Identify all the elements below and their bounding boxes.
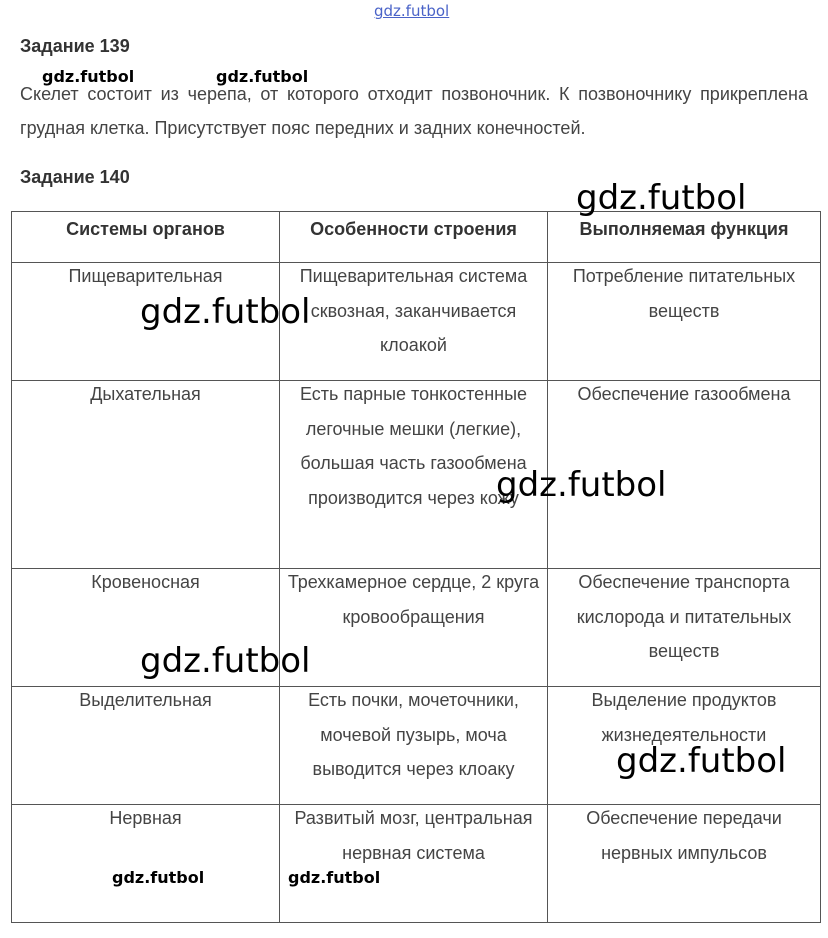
table-row xyxy=(12,569,821,687)
watermark-link-top[interactable]: gdz.futbol xyxy=(374,2,450,20)
task-139-text: Скелет состоит из черепа, от которого отходит позвоночник. К позвоночнику прикреплена грудная клетка. Присутствует пояс передних и задних конечностей. xyxy=(20,84,808,138)
header-function: Выполняемая функция xyxy=(548,212,821,263)
cell-system: Дыхательная xyxy=(12,381,280,569)
watermark-6: gdz.futbol xyxy=(140,641,311,681)
table-row xyxy=(12,381,821,569)
cell-system: Пищеварительная xyxy=(12,263,280,381)
cell-structure: Есть почки, мочеточники, мочевой пузырь, моча выводится через клоаку xyxy=(280,687,548,805)
cell-system: Кровеносная xyxy=(12,569,280,687)
watermark-4: gdz.futbol xyxy=(140,292,311,332)
table-row xyxy=(12,263,821,381)
watermark-2: gdz.futbol xyxy=(216,67,309,86)
cell-function: Потребление питательных веществ xyxy=(548,263,821,381)
task-139-heading: Задание 139 xyxy=(20,36,130,56)
organ-systems-table xyxy=(11,211,821,923)
table-header-row xyxy=(12,212,821,263)
watermark-8: gdz.futbol xyxy=(112,868,205,887)
header-systems: Системы органов xyxy=(12,212,280,263)
cell-structure: Пищеварительная система сквозная, заканчивается клоакой xyxy=(280,263,548,381)
cell-system: Выделительная xyxy=(12,687,280,805)
task-140-heading: Задание 140 xyxy=(20,167,130,187)
cell-system: Нервная xyxy=(12,805,280,923)
watermark-5: gdz.futbol xyxy=(496,465,667,505)
cell-function: Обеспечение передачи нервных импульсов xyxy=(548,805,821,923)
cell-structure: Есть парные тонкостенные легочные мешки (легкие), большая часть газообмена производится через кожу xyxy=(280,381,548,569)
cell-structure: Трехкамерное сердце, 2 круга кровообращения xyxy=(280,569,548,687)
cell-function: Выделение продуктов жизнедеятельности xyxy=(548,687,821,805)
watermark-1: gdz.futbol xyxy=(42,67,135,86)
watermark-3: gdz.futbol xyxy=(576,178,747,218)
header-structure: Особенности строения xyxy=(280,212,548,263)
table-row xyxy=(12,805,821,923)
cell-function: Обеспечение газообмена xyxy=(548,381,821,569)
watermark-7: gdz.futbol xyxy=(616,741,787,781)
cell-structure: Развитый мозг, центральная нервная система xyxy=(280,805,548,923)
cell-function: Обеспечение транспорта кислорода и питательных веществ xyxy=(548,569,821,687)
watermark-9: gdz.futbol xyxy=(288,868,381,887)
